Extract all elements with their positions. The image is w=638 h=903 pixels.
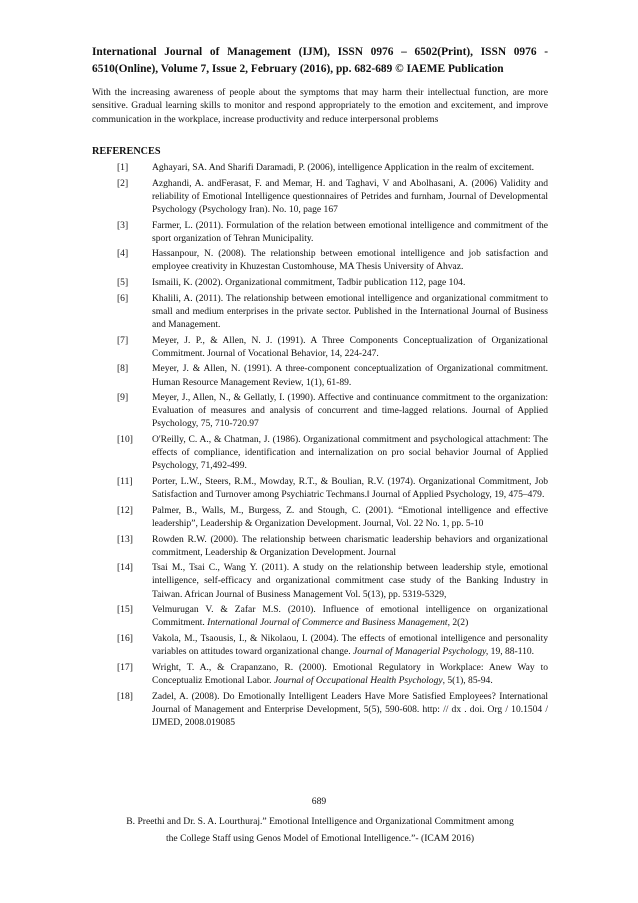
reference-text (152, 603, 548, 629)
reference-number: [14] (117, 562, 133, 574)
reference-number: [10] (117, 434, 133, 446)
intro-paragraph: With the increasing awareness of people about the symptoms that may harm their intellectual function, are more sensitive. Gradual learning skills to monitor and respond appropriately to the emotion and excitement, and improve communication in the workplace, increase productivity and reduce interpersonal problems (92, 87, 548, 125)
reference-number: [7] (117, 334, 129, 346)
reference-text-tail: , 5(1), 85-94. (442, 674, 493, 686)
reference-text: Zadel, A. (2008). Do Emotionally Intelligent Leaders Have More Satisfied Employees? International Journal of Management and Enterprise Development, 5(5), 590-608. http: // dx . doi. Org / 10.1504 / IJMED, 2008.019085 (152, 690, 548, 728)
reference-item (92, 475, 548, 501)
reference-item (92, 661, 548, 687)
reference-text: Meyer, J. P., & Allen, N. J. (1991). A Three Components Conceptualization of Organizational Commitment. Journal of Vocational Behavior, 14, 224-247. (152, 334, 548, 359)
reference-journal-italic: Journal of Occupational Health Psychology (273, 674, 443, 686)
reference-item (92, 334, 548, 360)
reference-number: [2] (117, 177, 129, 189)
reference-item (92, 561, 548, 600)
reference-number: [11] (117, 476, 133, 487)
reference-number: [4] (117, 248, 129, 260)
reference-number: [8] (117, 363, 129, 375)
reference-number: [17] (117, 661, 133, 673)
reference-item (92, 632, 548, 658)
reference-journal-italic: International Journal of Commerce and Business Management, (207, 617, 450, 629)
footer-line-1: B. Preethi and Dr. S. A. Lourthuraj.” Emotional Intelligence and Organizational Commitment among (126, 816, 514, 827)
footer-line-2: the College Staff using Genos Model of Emotional Intelligence.”- (ICAM 2016) (165, 833, 475, 844)
reference-text-tail: 2(2) (449, 617, 469, 629)
page-number: 689 (311, 796, 327, 807)
reference-number: [6] (117, 292, 129, 304)
page-footer (100, 813, 540, 847)
reference-text: Meyer, J. & Allen, N. (1991). A three-component conceptualization of Organizational commitment. Human Resource Management Review, 1(1), 61-89. (152, 363, 548, 388)
reference-number: [13] (117, 533, 133, 545)
reference-text: Ismaili, K. (2002). Organizational commitment, Tadbir publication 112, page 104. (152, 277, 466, 289)
reference-item (92, 362, 548, 388)
reference-text: Tsai M., Tsai C., Wang Y. (2011). A study on the relationship between leadership style, emotional intelligence, self-efficacy and organizational commitment case study of the Banking Industry in Taiwan. African Journal of Business Management Vol. 5(13), pp. 5319-5329, (152, 562, 548, 600)
reference-text: Farmer, L. (2011). Formulation of the relation between emotional intelligence and commitment of the sport organization of Tehran Municipality. (152, 219, 548, 244)
reference-text: O'Reilly, C. A., & Chatman, J. (1986). Organizational commitment and psychological attachment: The effects of compliance, identification and internalization on pro social behavior Journal of Applied Psychology, 71,492-499. (152, 434, 548, 472)
reference-text: Porter, L.W., Steers, R.M., Mowday, R.T., & Boulian, R.V. (1974). Organizational Commitment, Job Satisfaction and Turnover among Psychiatric Techmans.‖ Journal of Applied Psychology, 19, 475–479. (152, 476, 548, 501)
references-list (92, 161, 548, 731)
references-heading: REFERENCES (92, 146, 161, 157)
reference-item (92, 504, 548, 530)
reference-number: [1] (117, 162, 129, 173)
reference-item (92, 391, 548, 430)
reference-text: Rowden R.W. (2000). The relationship between charismatic leadership behaviors and organizational commitment, Leadership & Organization Development. Journal (152, 533, 548, 558)
reference-item (92, 219, 548, 245)
reference-text-tail: 19, 88-110. (488, 646, 535, 658)
reference-item (92, 690, 548, 729)
reference-journal-italic: Journal of Managerial Psychology, (353, 646, 489, 658)
reference-item (92, 603, 548, 629)
reference-item (92, 161, 548, 174)
reference-text: Hassanpour, N. (2008). The relationship between emotional intelligence and job satisfaction and employee creativity in Khuzestan Customhouse, MA Thesis University of Ahvaz. (152, 248, 548, 273)
reference-text (152, 661, 548, 687)
reference-item (92, 177, 548, 216)
reference-text-plain: Wright, T. A., & Crapanzano, R. (2000). Emotional Regulatory in Workplace: Anew Way to Conceptualiz Emotional Labor. (152, 661, 548, 686)
reference-text-plain: Vakola, M., Tsaousis, I., & Nikolaou, I. (2004). The effects of emotional intelligence and personality variables on attitudes toward organizational change. (152, 633, 548, 658)
reference-text: Khalili, A. (2011). The relationship between emotional intelligence and organizational commitment to small and medium enterprises in the private sector. Published in the International Journal of Business and Management. (152, 292, 548, 330)
reference-item (92, 433, 548, 472)
reference-number: [5] (117, 277, 129, 289)
reference-text: Azghandi, A. andFerasat, F. and Memar, H. and Taghavi, V and Abolhasani, A. (2006) Validity and reliability of Emotional Intelligence questionnaires of Petrides and furnham, Journal of Developmental Psychology (Psychology Iran). No. 10, page 167 (152, 177, 548, 215)
journal-header: International Journal of Management (IJM), ISSN 0976 – 6502(Print), ISSN 0976 - 6510(Online), Volume 7, Issue 2, February (2016), pp. 682-689 © IAEME Publication (92, 46, 548, 75)
reference-item (92, 247, 548, 273)
reference-number: [3] (117, 219, 129, 231)
reference-number: [12] (117, 504, 133, 516)
reference-text: Palmer, B., Walls, M., Burgess, Z. and Stough, C. (2001). “Emotional intelligence and effective leadership”, Leadership & Organization Development. Journal, Vol. 22 No. 1, pp. 5-10 (152, 504, 548, 529)
reference-number: [18] (117, 690, 133, 702)
reference-item (92, 533, 548, 559)
reference-text-plain: Velmurugan V. & Zafar M.S. (2010). Influence of emotional intelligence on organizational Commitment. (152, 604, 548, 629)
reference-text (152, 632, 548, 658)
reference-number: [16] (117, 633, 133, 644)
reference-text: Meyer, J., Allen, N., & Gellatly, I. (1990). Affective and continuance commitment to the organization: Evaluation of measures and analysis of concurrent and time-lagged relations. Journal of Applied Psychology, 75, 710-720.97 (152, 392, 548, 430)
reference-number: [9] (117, 392, 129, 404)
reference-text: Aghayari, SA. And Sharifi Daramadi, P. (2006), intelligence Application in the realm of excitement. (152, 162, 535, 173)
reference-number: [15] (117, 604, 133, 616)
reference-item (92, 292, 548, 331)
reference-item (92, 276, 548, 289)
